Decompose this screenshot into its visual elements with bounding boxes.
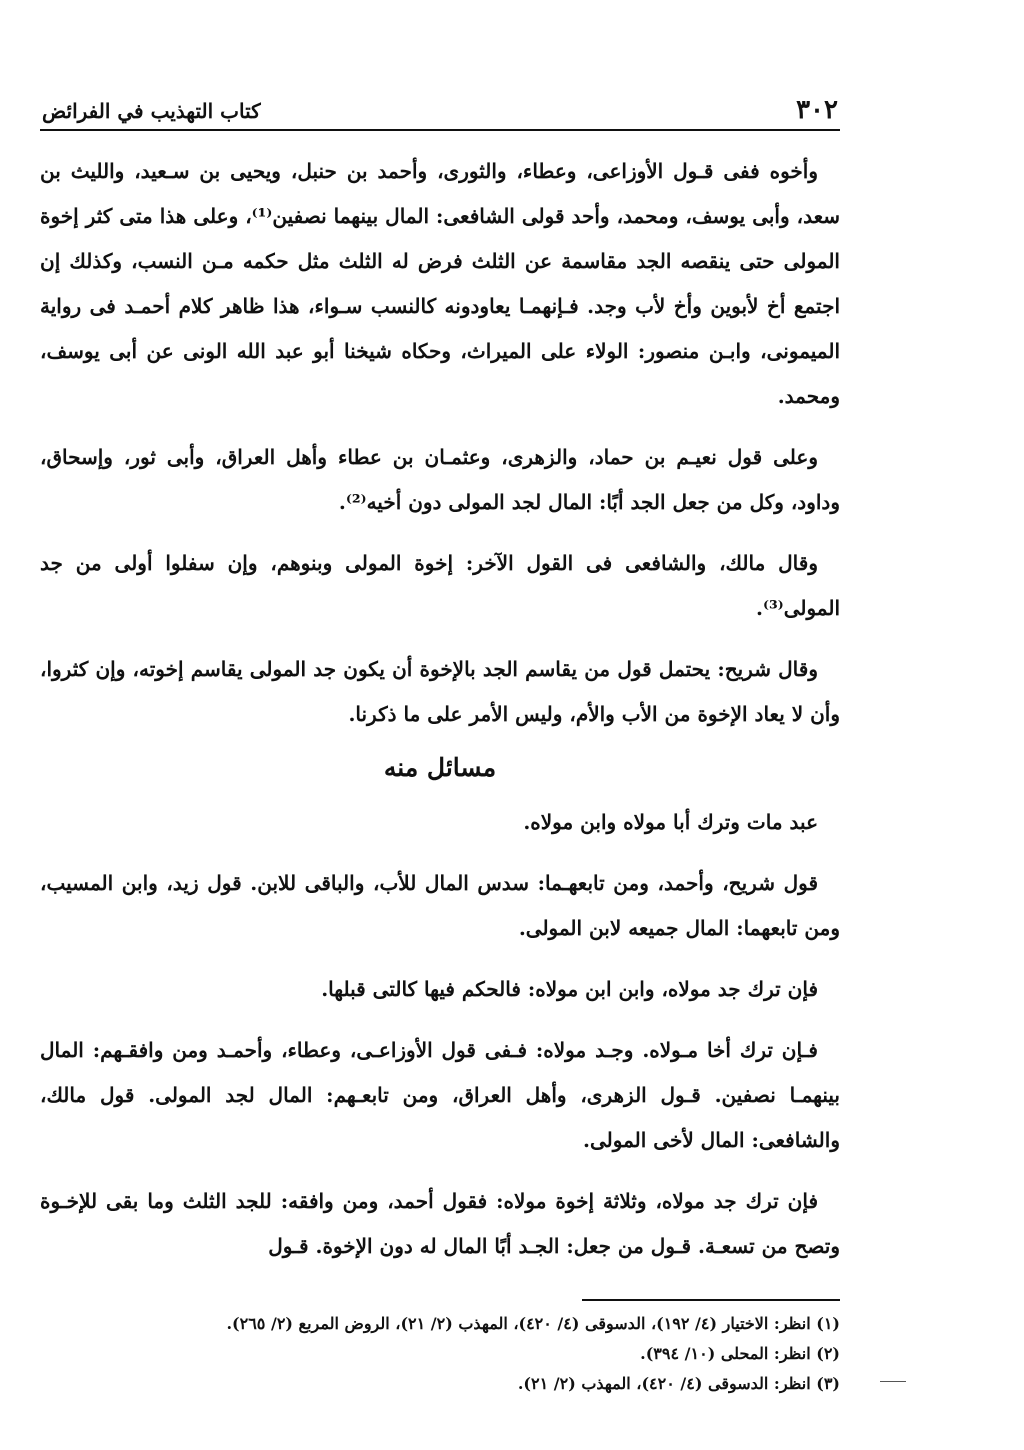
scan-mark [880,1381,906,1382]
paragraph: وقال مالك، والشافعى فى القول الآخر: إخوة المولى وبنوهم، وإن سفلوا أولى من جد المولى⁽³⁾. [40,551,840,620]
paragraph: قول شريح، وأحمد، ومن تابعهـما: سدس المال للأب، والباقى للابن. قول زيد، وابن المسيب، ومن تابعهما: المال جميعه لابن المولى. [40,871,840,940]
paragraph: وأخوه ففى قـول الأوزاعى، وعطاء، والثورى، وأحمد بن حنبل، ويحيى بن سـعيد، والليث بن سعد، وأبى يوسف، ومحمد، وأحد قولى الشافعى: المال بينهما نصفين⁽¹⁾، وعلى هذا متى كثر إخوة المولى حتى ينقصه الجد مقاسمة عن الثلث فرض له الثلث مثل حكمه مـن النسب، وكذلك إن اجتمع أخ لأبوين وأخ لأب وجد. فـإنهمـا يعاودونه كالنسب سـواء، هذا ظاهر كلام أحمـد فى رواية الميمونى، وابـن منصور: الولاء على الميراث، وحكاه شيخنا أبو عبد الله الونى عن أبى يوسف، ومحمد. [40,159,840,408]
paragraph: فـإن ترك أخا مـولاه. وجـد مولاه: فـفى قول الأوزاعـى، وعطاء، وأحمـد ومن وافقـهم: المال بينهمـا نصفين. قـول الزهرى، وأهل العراق، ومن تابعـهم: المال لجد المولى. قول مالك، والشافعى: المال لأخى المولى. [40,1038,840,1152]
paragraph: عبد مات وترك أبا مولاه وابن مولاه. [523,810,818,834]
page-number: ٣٠٢ [796,95,838,125]
paragraph: وقال شريح: يحتمل قول من يقاسم الجد بالإخوة أن يكون جد المولى يقاسم إخوته، وإن كثروا، وأن لا يعاد الإخوة من الأب والأم، وليس الأمر على ما ذكرنا. [40,657,840,726]
running-header [40,95,840,131]
footnote-divider [582,1299,840,1301]
book-title: كتاب التهذيب في الفرائض [42,99,261,123]
section-heading: مسائل منه [383,753,497,782]
footnotes [40,1309,840,1399]
paragraph: وعلى قول نعيـم بن حماد، والزهرى، وعثمـان بن عطاء وأهل العراق، وأبى ثور، وإسحاق، وداود، وكل من جعل الجد أبًا: المال لجد المولى دون أخيه⁽²⁾. [40,445,840,514]
footnote: (٣) انظر: الدسوقى (٤/ ٤٢٠)، المهذب (٢/ ٢١). [517,1374,840,1393]
footnote: (١) انظر: الاختيار (٤/ ١٩٢)، الدسوقى (٤/ ٤٢٠)، المهذب (٢/ ٢١)، الروض المربع (٢/ ٢٦٥). [226,1314,840,1333]
book-page [40,95,840,1399]
footnote: (٢) انظر: المحلى (١٠/ ٣٩٤). [640,1344,840,1363]
main-text [40,149,840,1269]
paragraph: فإن ترك جد مولاه، وثلاثة إخوة مولاه: فقول أحمد، ومن وافقه: للجد الثلث وما بقى للإخـوة وتصح من تسعـة. قـول من جعل: الجـد أبًا المال له دون الإخوة. قـول [40,1189,840,1258]
paragraph: فإن ترك جد مولاه، وابن ابن مولاه: فالحكم فيها كالتى قبلها. [321,977,818,1001]
